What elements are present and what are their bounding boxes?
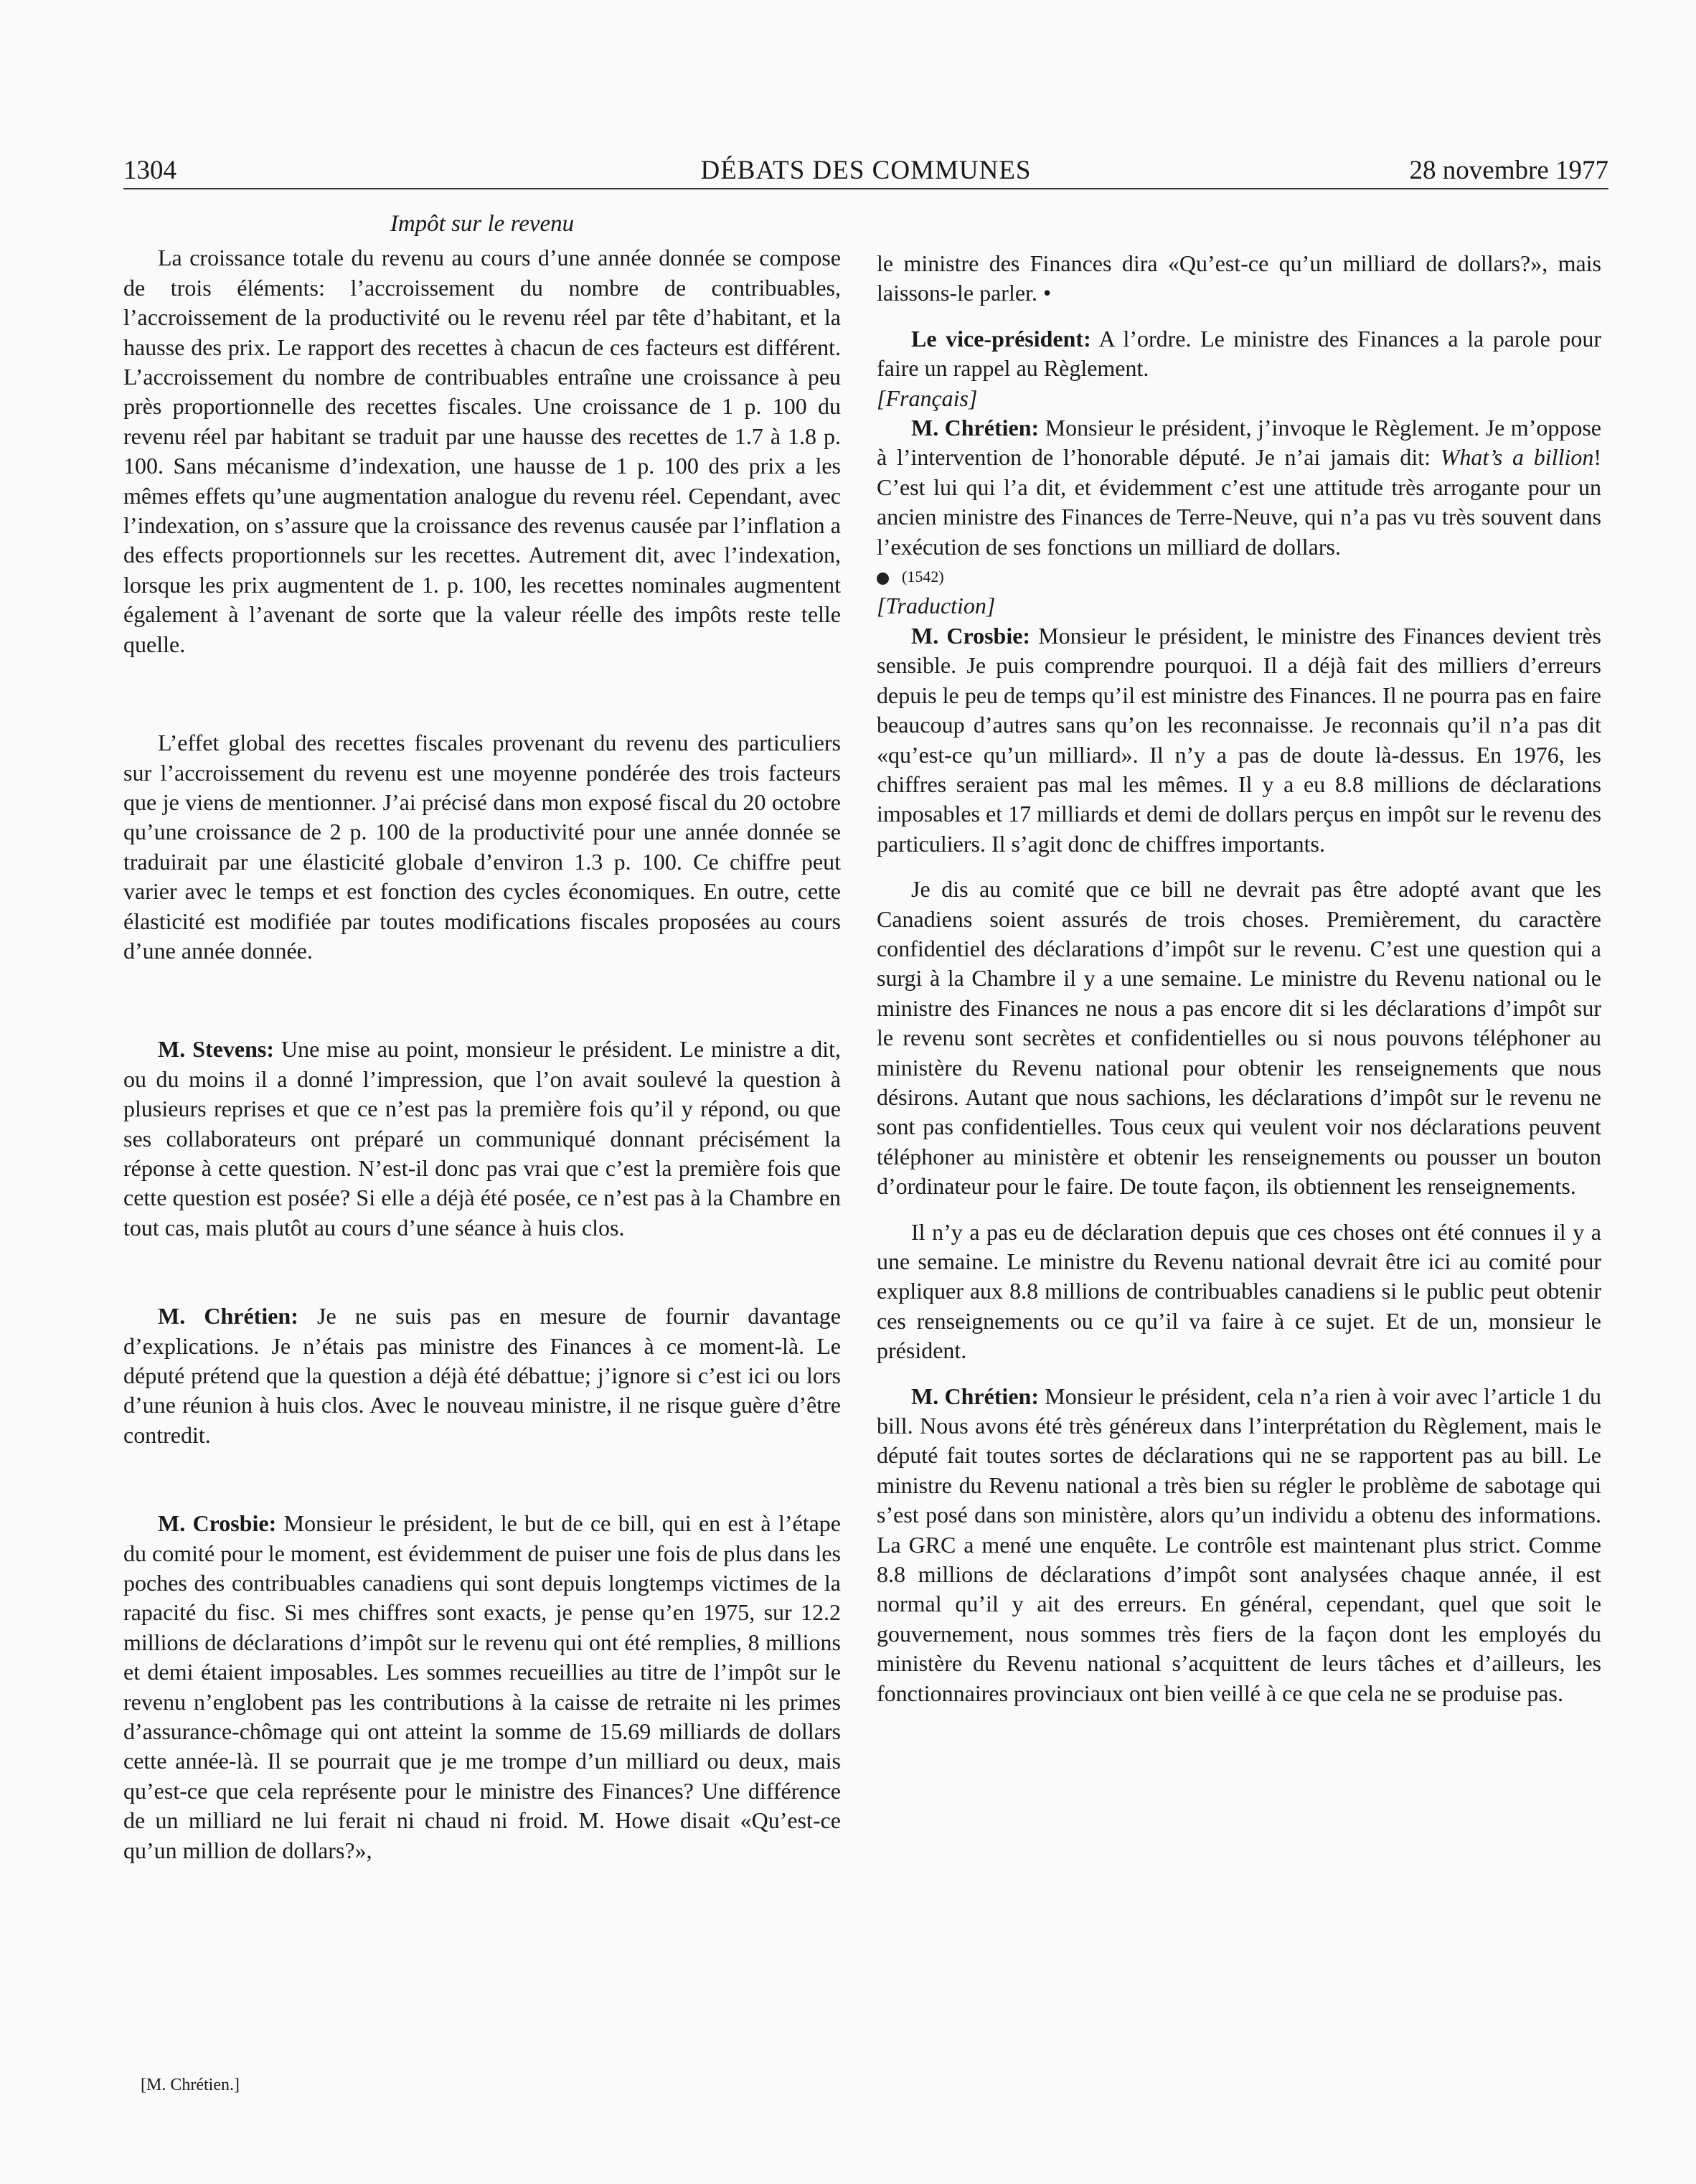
speech	[877, 1382, 1601, 1708]
speaker-name: Le vice-président:	[911, 325, 1091, 352]
speech-text: Monsieur le président, j’invoque le Règlement. Je m’oppose à l’intervention de l’honorable député. Je n’ai jamais dit:	[877, 415, 1602, 471]
speaker-name: M. Stevens:	[158, 1036, 274, 1063]
paragraph: La croissance totale du revenu au cours d’une année donnée se compose de trois éléments: l’accroissement du nombre de contribuables, l’accroissement de la productivité ou le revenu réel par tête d’habitant, et la hausse des prix. Le rapport des recettes à chacun de ces facteurs est différent. L’accroissement du nombre de contribuables entraîne une croissance à peu près proportionnelle des recettes fiscales. Une croissance de 1 p. 100 du revenu réel par habitant se traduit par une hausse des recettes de 1.7 à 1.8 p. 100. Sans mécanisme d’indexation, une hausse de 1 p. 100 des prix a les mêmes effets qu’une augmentation analogue du revenu réel. Cependant, avec l’indexation, on s’assure que la croissance des revenus causée par l’inflation a des effects proportionnels sur les recettes. Autrement dit, avec l’indexation, lorsque les prix augmentent de 1. p. 100, les recettes nominales augmentent également à l’avenant de sorte que la valeur réelle des impôts reste telle quelle.	[123, 245, 841, 657]
speaker-name: M. Chrétien:	[911, 1383, 1039, 1409]
speech-text: Une mise au point, monsieur le président. Le ministre a dit, ou du moins il a donné l’impression, que l’on avait soulevé la question à plusieurs reprises et que ce n’est pas la première fois qu’il y répond, ou que ses collaborateurs ont préparé un communiqué donnant précisément la réponse à cette question. N’est-il donc pas vrai que c’est la première fois que cette question est posée? Si elle a déjà été posée, ce n’est pas à la Chambre en tout cas, mais plutôt au cours d’une séance à huis clos.	[123, 1036, 842, 1241]
speaker-name: M. Crosbie:	[911, 622, 1031, 649]
speech-text: A l’ordre. Le ministre des Finances a la parole pour faire un rappel au Règlement.	[877, 325, 1602, 382]
speaker-name: M. Chrétien:	[911, 415, 1040, 441]
time-marker-text: (1542)	[902, 568, 944, 586]
speech-text: Je ne suis pas en mesure de fournir davantage d’explications. Je n’étais pas ministre des Finances à ce moment-là. Le député prétend que la question a déjà été débattue; j’ignore si c’est ici ou lors d’une réunion à huis clos. Avec le nouveau ministre, il ne risque guère d’être contredit.	[123, 1303, 842, 1448]
speech-text: Monsieur le président, cela n’a rien à voir avec l’article 1 du bill. Nous avons été très généreux dans l’interprétation du Règlement, mais le député fait toutes sortes de déclarations qui ne se rapportent pas au bill. Le ministre du Revenu national a très bien su régler le problème de sabotage qui s’est posé dans son ministère, alors qu’un individu a obtenu des informations. La GRC a mené une enquête. Le contrôle est maintenant plus strict. Comme 8.8 millions de déclarations d’impôt sont analysées chaque année, il est normal qu’il y ait des erreurs. En général, cependant, quel que soit le gouvernement, nous sommes très fiers de la façon dont les employés du ministère du Revenu national s’acquittent de leurs tâches et d’ailleurs, les fonctionnaires provinciaux ont bien veillé à ce que cela ne se produise pas.	[877, 1383, 1602, 1706]
speech-text: Monsieur le président, le ministre des Finances devient très sensible. Je puis comprendre pourquoi. Il a déjà fait des milliers d’erreurs depuis le peu de temps qu’il est ministre des Finances. Il ne pourra pas en faire beaucoup d’autres sans qu’on les reconnaisse. Je reconnais qu’il n’a pas dit «qu’est-ce qu’un milliard». Il n’y a pas de doute là-dessus. En 1976, les chiffres seraient pas mal les mêmes. Il y a eu 8.8 millions de déclarations imposables et 17 milliards et demi de dollars perçus en impôt sur le revenu des particuliers. Il s’agit donc de chiffres importants.	[877, 622, 1601, 857]
language-marker: [Traduction]	[877, 593, 996, 619]
paragraph: Il n’y a pas eu de déclaration depuis que ces choses ont été connues il y a une semaine. Le ministre du Revenu national devrait être ici au comité pour expliquer aux 8.8 millions de contribuables canadiens si le public peut obtenir ces renseignements ou ce qu’il va faire à ce sujet. Et de un, monsieur le président.	[877, 1218, 1601, 1364]
speaker-name: M. Crosbie:	[158, 1510, 277, 1537]
footnote: [M. Chrétien.]	[141, 2076, 240, 2094]
left-column	[123, 210, 841, 1865]
page-header	[123, 152, 1608, 189]
paragraph: Je dis au comité que ce bill ne devrait pas être adopté avant que les Canadiens soient assurés de trois choses. Premièrement, du caractère confidentiel des déclarations d’impôt sur le revenu. C’est une question qui a surgi à la Chambre il y a une semaine. Le ministre du Revenu national ou le ministre des Finances ne nous a pas encore dit si les déclarations d’impôt sur le revenu sont secrètes et confidentielles ou si nous pouvons téléphoner au ministère du Revenu national pour obtenir les renseignements que nous désirons. Autant que nous sachions, les déclarations d’impôt sur le revenu ne sont pas confidentielles. Tous ceux qui veulent voir nos déclarations peuvent téléphoner au ministère et obtenir les renseignements ou pousser un bouton d’ordinateur pour le faire. De toute façon, ils obtiennent les renseignements.	[877, 876, 1601, 1200]
paragraph: L’effet global des recettes fiscales provenant du revenu des particuliers sur l’accroissement du revenu est une moyenne pondérée des trois facteurs que je viens de mentionner. J’ai précisé dans mon exposé fiscal du 20 octobre qu’une croissance de 2 p. 100 de la productivité pour une année donnée se traduirait par une élasticité globale d’environ 1.3 p. 100. Ce chiffre peut varier avec le temps et est fonction des cycles économiques. En outre, cette élasticité est modifiée par toutes modifications fiscales proposées au cours d’une année donnée.	[123, 730, 841, 964]
speech	[123, 1302, 841, 1450]
journal-title: DÉBATS DES COMMUNES	[700, 156, 1032, 185]
paragraph: le ministre des Finances dira «Qu’est-ce qu’un milliard de dollars?», mais laissons-le parler. •	[877, 250, 1601, 306]
language-marker: [Français]	[877, 385, 978, 411]
speech	[123, 1509, 841, 1865]
page-number: 1304	[123, 156, 176, 185]
emphasis-text: What’s a billion	[1440, 444, 1594, 471]
speech	[877, 324, 1601, 384]
speech-text: ! C’est lui qui l’a dit, et évidemment c’est une attitude très arrogante pour un ancien ministre des Finances de Terre-Neuve, qui n’a pas vu très souvent dans l’exécution de ses fonctions un milliard de dollars.	[877, 444, 1602, 560]
speaker-name: M. Chrétien:	[158, 1303, 298, 1329]
section-title: Impôt sur le revenu	[390, 211, 575, 237]
bullet-icon	[877, 573, 889, 585]
page-date: 28 novembre 1977	[1409, 156, 1608, 185]
time-marker	[877, 562, 1601, 591]
speech	[877, 621, 1601, 859]
speech	[877, 413, 1601, 562]
right-column	[877, 249, 1601, 1708]
speech-text: Monsieur le président, le but de ce bill, qui en est à l’étape du comité pour le moment, est évidemment de puiser une fois de plus dans les poches des contribuables canadiens qui sont depuis longtemps victimes de la rapacité du fisc. Si mes chiffres sont exacts, je pense qu’en 1975, sur 12.2 millions de déclarations d’impôt sur le revenu qui ont été remplies, 8 millions et demi étaient imposables. Les sommes recueillies au titre de l’impôt sur le revenu n’englobent pas les contributions à la caisse de retraite ni les primes d’assurance-chômage qui ont atteint la somme de 15.69 milliards de dollars cette année-là. Il se pourrait que je me trompe d’un milliard ou deux, mais qu’est-ce que cela représente pour le ministre des Finances? Une différence de un milliard ne lui ferait ni chaud ni froid. M. Howe disait «Qu’est-ce qu’un million de dollars?»,	[123, 1510, 842, 1863]
speech	[123, 1035, 841, 1243]
